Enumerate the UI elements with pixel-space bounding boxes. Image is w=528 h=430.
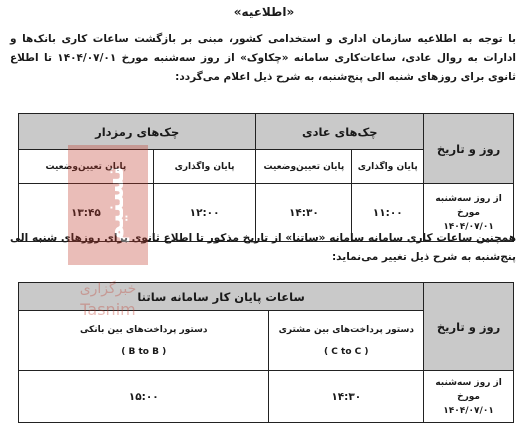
date-line2: ۱۴۰۴/۰۷/۰۱ (443, 405, 494, 416)
coded-assign-end-header: پایان واگذاری (153, 150, 256, 184)
regular-assign-end-header: پایان واگذاری (352, 150, 424, 184)
date-line1: از روز سه‌شنبه مورخ (435, 193, 502, 218)
logo-text: تسنیم (100, 166, 130, 244)
chakavak-hours-table (18, 113, 514, 242)
announcement-title: «اطلاعیه» (233, 5, 295, 19)
row-header-cell: روز و تاریخ (424, 283, 514, 371)
watermark-name-fa: خبرگزاری (79, 281, 137, 297)
regular-checks-header: چک‌های عادی (256, 114, 424, 150)
bank-payments-header (19, 311, 269, 371)
coded-assign-time: ۱۲:۰۰ (153, 184, 256, 242)
customer-payments-time: ۱۴:۳۰ (269, 371, 424, 423)
customer-payments-header (269, 311, 424, 371)
satna-paragraph: همچنین ساعات کاری سامانه سامانه «ساتنا» از تاریخ مذکور تا اطلاع ثانوی برای روزهای شنبه الی پنج‌شنبه به شرح ذیل تغییر می‌نماید: (10, 232, 516, 263)
bank-payments-time: ۱۵:۰۰ (19, 371, 269, 423)
date-line1: از روز سه‌شنبه مورخ (435, 377, 502, 402)
watermark-name-en: Tasnim (80, 300, 136, 319)
satna-hours-table (18, 282, 514, 423)
date-line2: ۱۴۰۴/۰۷/۰۱ (443, 221, 494, 232)
bank-payments-label: دستور پرداخت‌های بین بانکی (79, 324, 208, 335)
customer-payments-label: دستور پرداخت‌های بین مشتری (278, 324, 414, 335)
bank-payments-code: ( B to B ) (121, 346, 167, 357)
coded-status-time: ۱۳:۴۵ (19, 184, 154, 242)
customer-payments-code: ( C to C ) (324, 346, 369, 357)
coded-checks-header: چک‌های رمزدار (19, 114, 256, 150)
coded-status-end-header: پایان تعیین‌وضعیت (19, 150, 154, 184)
satna-group-header: ساعات پایان کار سامانه ساتنا (19, 283, 424, 311)
intro-paragraph: با توجه به اطلاعیه سازمان اداری و استخدامی کشور، مبنی بر بازگشت ساعات کاری بانک‌ها و ادارات به روال عادی، ساعات‌کاری سامانه «چکاوک» از روز سه‌شنبه مورخ ۱۴۰۴/۰۷/۰۱ تا اطلاع ثانوی برای روزهای شنبه الی پنج‌شنبه، به شرح ذیل اعلام می‌گردد: (10, 33, 516, 83)
date-cell (424, 371, 514, 423)
regular-assign-time: ۱۱:۰۰ (352, 184, 424, 242)
regular-status-time: ۱۴:۳۰ (256, 184, 352, 242)
row-header-cell: روز و تاریخ (424, 114, 514, 184)
regular-status-end-header: پایان تعیین‌وضعیت (256, 150, 352, 184)
